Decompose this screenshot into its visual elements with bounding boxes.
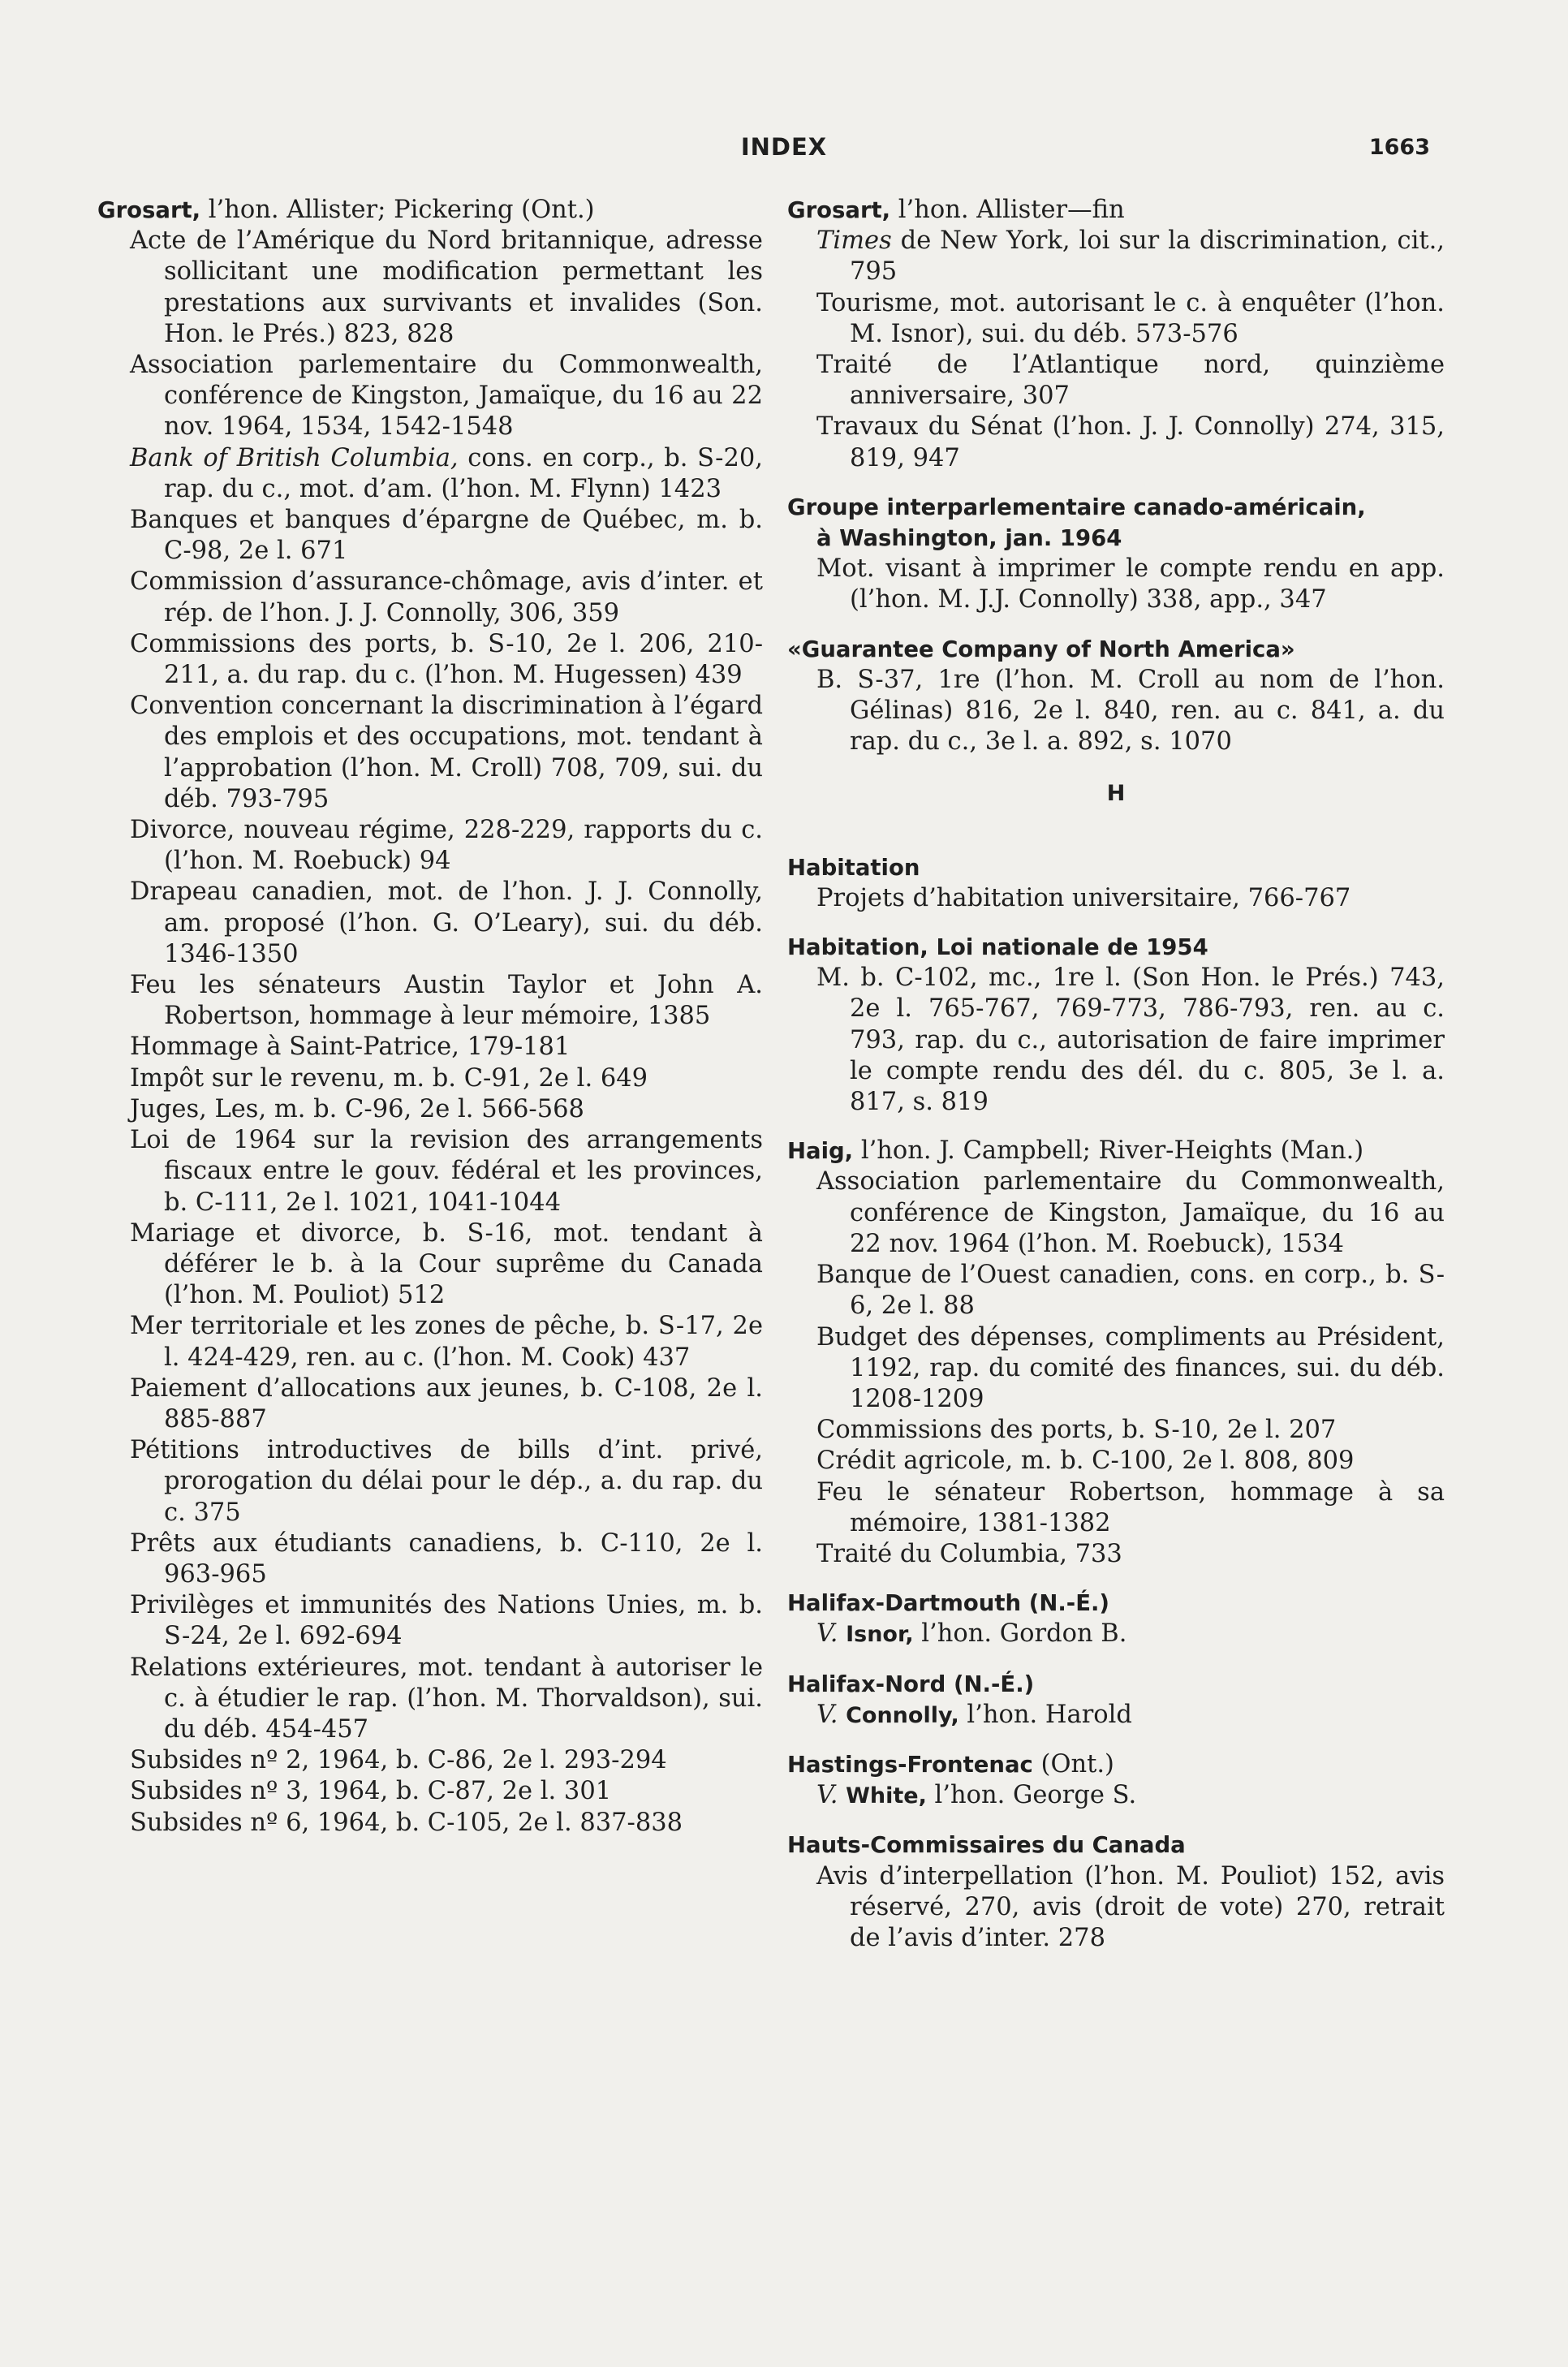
see-reference (787, 1619, 1445, 1650)
right-column (787, 195, 1445, 1972)
subentry (787, 226, 1445, 287)
see-rest: l’hon. George S. (926, 1781, 1137, 1810)
see-name: Isnor, (846, 1622, 914, 1648)
subentry: Tourisme, mot. autorisant le c. à enquêter (l’hon. M. Isnor), sui. du déb. 573-576 (816, 288, 1445, 348)
entry-heading (787, 634, 1445, 665)
subentry: Divorce, nouveau régime, 228-229, rapports du c. (l’hon. M. Roebuck) 94 (130, 816, 763, 876)
subentry: Subsides nº 3, 1964, b. C-87, 2e l. 301 (130, 1777, 612, 1806)
see-reference (787, 1780, 1445, 1812)
page-number: 1663 (1368, 135, 1430, 160)
subentry: Prêts aux étudiants canadiens, b. C-110, 2e l. 963-965 (130, 1528, 763, 1589)
subentry: Travaux du Sénat (l’hon. J. J. Connolly) 274, 315, 819, 947 (816, 412, 1445, 472)
see-prefix: V. (816, 1700, 838, 1729)
entry-head-name: Grosart, (97, 197, 201, 223)
entry-head-name-2: à Washington, jan. 1964 (816, 525, 1122, 552)
subentry: Pétitions introductives de bills d’int. privé, prorogation du délai pour le dép., a. du rap. du c. 375 (130, 1436, 763, 1527)
subentry: Mot. visant à imprimer le compte rendu en app. (l’hon. M. J.J. Connolly) 338, app., 347 (816, 554, 1445, 614)
subentry: Relations extérieures, mot. tendant à autoriser le c. à étudier le rap. (l’hon. M. Thorvaldson), sui. du déb. 454-457 (130, 1653, 763, 1744)
entry-head-name: Groupe interparlementaire canado-américain, (787, 494, 1366, 520)
subentry: Banques et banques d’épargne de Québec, m. b. C-98, 2e l. 671 (130, 506, 763, 566)
entry-heading (787, 1669, 1445, 1700)
entry-head-tail: l’hon. J. Campbell; River-Heights (Man.) (853, 1136, 1364, 1166)
entry-heading (787, 1749, 1445, 1780)
see-reference (787, 1700, 1445, 1731)
see-prefix: V. (816, 1781, 838, 1810)
subentry-rest: de New York, loi sur la discrimination, cit., 795 (850, 226, 1445, 287)
see-rest: l’hon. Gordon B. (913, 1619, 1127, 1649)
entry-head-name: «Guarantee Company of North America» (787, 636, 1295, 662)
subentry: Impôt sur le revenu, m. b. C-91, 2e l. 649 (130, 1063, 648, 1093)
letter-heading: H (1106, 781, 1126, 807)
entry-head-name: Hastings-Frontenac (787, 1751, 1033, 1778)
page-title: INDEX (740, 133, 828, 161)
entry-head-name: Haig, (787, 1138, 854, 1165)
subentry: Commission d’assurance-chômage, avis d’inter. et rép. de l’hon. J. J. Connolly, 306, 359 (130, 567, 763, 627)
entry-heading (787, 852, 1445, 883)
index-entry-grosart-fin (787, 195, 1445, 474)
entry-heading (787, 1830, 1445, 1860)
subentry: Banque de l’Ouest canadien, cons. en corp., b. S-6, 2e l. 88 (816, 1261, 1445, 1321)
entry-heading (787, 1588, 1445, 1619)
subentry: Drapeau canadien, mot. de l’hon. J. J. Connolly, am. proposé (l’hon. G. O’Leary), sui. du déb. 1346-1350 (130, 877, 763, 968)
entry-head-tail: (Ont.) (1032, 1749, 1114, 1778)
subentry: Acte de l’Amérique du Nord britannique, adresse sollicitant une modification permettant les prestations aux survivants et invalides (Son. Hon. le Prés.) 823, 828 (130, 226, 763, 348)
page-header (0, 133, 1568, 174)
subentry: Budget des dépenses, compliments au Président, 1192, rap. du comité des finances, sui. du déb. 1208-1209 (816, 1322, 1445, 1413)
subentry: Convention concernant la discrimination à l’égard des emplois et des occupations, mot. tendant à l’approbation (l’hon. M. Croll) 708, 709, sui. du déb. 793-795 (130, 692, 763, 813)
entry-head-name: Halifax-Nord (787, 1671, 946, 1697)
entry-heading (787, 1136, 1445, 1166)
subentry: B. S-37, 1re (l’hon. M. Croll au nom de l’hon. Gélinas) 816, 2e l. 840, ren. au c. 841, a. du rap. du c., 3e l. a. 892, s. 1070 (816, 665, 1445, 757)
index-entry-habitation-loi (787, 932, 1445, 1118)
subentry-italic: Bank of British Columbia, (130, 443, 459, 472)
subentry: Avis d’interpellation (l’hon. M. Pouliot) 152, avis réservé, 270, avis (droit de vote) 270, retrait de l’avis d’inter. 278 (816, 1861, 1445, 1952)
subentry: Projets d’habitation universitaire, 766-767 (816, 883, 1351, 912)
subentry: Juges, Les, m. b. C-96, 2e l. 566-568 (130, 1094, 584, 1123)
subentry: Privilèges et immunités des Nations Unies, m. b. S-24, 2e l. 692-694 (130, 1591, 763, 1651)
index-entry-grosart (97, 195, 763, 1839)
entry-heading (787, 932, 1445, 963)
entry-head-name: Grosart, (787, 197, 891, 223)
subentry (97, 443, 763, 505)
entry-head-name: Hauts-Commissaires du Canada (787, 1832, 1186, 1859)
subentry: Feu le sénateur Robertson, hommage à sa mémoire, 1381-1382 (816, 1477, 1445, 1537)
subentry: Crédit agricole, m. b. C-100, 2e l. 808, 809 (816, 1446, 1355, 1476)
index-entry-haig (787, 1136, 1445, 1570)
see-name: White, (846, 1783, 927, 1809)
index-entry-guarantee (787, 634, 1445, 758)
entry-head-tail: (N.-É.) (953, 1671, 1035, 1697)
index-entry-hastings (787, 1749, 1445, 1812)
subentry: Traité du Columbia, 733 (816, 1539, 1122, 1568)
subentry: Feu les sénateurs Austin Taylor et John A. Robertson, hommage à leur mémoire, 1385 (130, 971, 763, 1031)
subentry: Association parlementaire du Commonwealth, conférence de Kingston, Jamaïque, du 16 au 22 nov. 1964, 1534, 1542-1548 (130, 351, 763, 442)
see-rest: l’hon. Harold (958, 1700, 1132, 1729)
subentry: Association parlementaire du Commonwealth, conférence de Kingston, Jamaïque, du 16 au 22 nov. 1964 (l’hon. M. Roebuck), 1534 (816, 1167, 1445, 1258)
entry-heading-continued (787, 523, 1445, 554)
subentry: Loi de 1964 sur la revision des arrangements fiscaux entre le gouv. fédéral et les provinces, b. C-111, 2e l. 1021, 1041-1044 (130, 1126, 763, 1217)
index-entry-halifax-nord (787, 1669, 1445, 1731)
subentry: Subsides nº 6, 1964, b. C-105, 2e l. 837-838 (130, 1808, 683, 1837)
index-entry-hauts-commissaires (787, 1830, 1445, 1954)
index-entry-habitation (787, 852, 1445, 914)
subentry-italic: Times (816, 226, 892, 256)
entry-head-name: Habitation, Loi nationale de 1954 (787, 934, 1208, 961)
entry-head-tail: (N.-É.) (1028, 1590, 1109, 1617)
index-entry-halifax-dartmouth (787, 1588, 1445, 1650)
subentry: M. b. C-102, mc., 1re l. (Son Hon. le Prés.) 743, 2e l. 765-767, 769-773, 786-793, ren. au c. 793, rap. du c., autorisation de faire imprimer le compte rendu des dél. du c. 805, 3e l. a. 817, s. 819 (816, 964, 1445, 1117)
left-column (97, 195, 763, 1856)
entry-head-name: Habitation (787, 854, 920, 881)
subentry: Subsides nº 2, 1964, b. C-86, 2e l. 293-294 (130, 1746, 667, 1775)
subentry: Hommage à Saint-Patrice, 179-181 (130, 1033, 571, 1062)
subentry: Mer territoriale et les zones de pêche, b. S-17, 2e l. 424-429, ren. au c. (l’hon. M. Cook) 437 (130, 1312, 763, 1372)
entry-heading (787, 492, 1445, 523)
index-entry-groupe (787, 492, 1445, 616)
subentry: Traité de l’Atlantique nord, quinzième anniversaire, 307 (816, 351, 1445, 411)
see-prefix: V. (816, 1619, 838, 1649)
subentry: Commissions des ports, b. S-10, 2e l. 207 (816, 1416, 1337, 1445)
subentry: Commissions des ports, b. S-10, 2e l. 206, 210-211, a. du rap. du c. (l’hon. M. Hugessen) 439 (130, 629, 763, 690)
see-name: Connolly, (846, 1702, 959, 1728)
entry-head-tail: l’hon. Allister—fin (890, 196, 1125, 224)
entry-head-tail: l’hon. Allister; Pickering (Ont.) (200, 196, 595, 224)
subentry: Paiement d’allocations aux jeunes, b. C-108, 2e l. 885-887 (130, 1373, 763, 1434)
entry-heading (97, 195, 763, 226)
entry-head-name: Halifax-Dartmouth (787, 1590, 1022, 1617)
entry-heading (787, 195, 1445, 226)
subentry-rest: cons. en corp., b. S-20, rap. du c., mot. d’am. (l’hon. M. Flynn) 1423 (164, 443, 763, 503)
subentry: Mariage et divorce, b. S-16, mot. tendant à déférer le b. à la Cour suprême du Canada (l’hon. M. Pouliot) 512 (130, 1218, 763, 1310)
